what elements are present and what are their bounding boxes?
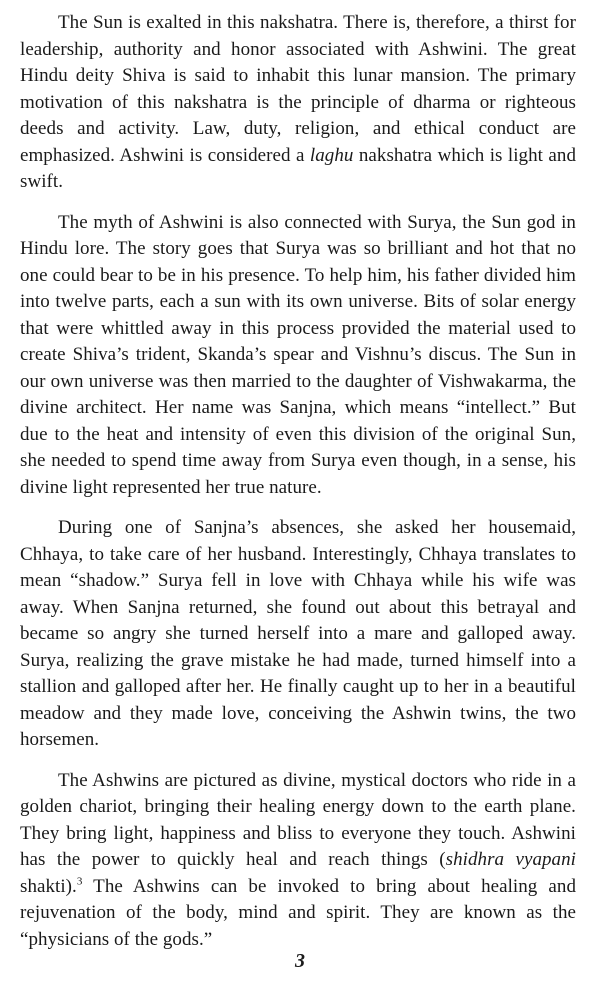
paragraph-3-text: During one of Sanjna’s absences, she asked her housemaid, Chhaya, to take care of her husband. Interestingly, Chhaya translates to mean “shadow.” Surya fell in love with Chhaya while his wife was away. When Sanjna returned, she found out about this betrayal and became so angry she turned herself into a mare and galloped away. Surya, realizing the grave mistake he had made, turned himself into a stallion and galloped after her. He finally caught up to her in a beautiful meadow and they made love, conceiving the Ashwin twins, the two horsemen. (20, 517, 576, 750)
paragraph-1-text-a: The Sun is exalted in this nakshatra. There is, therefore, a thirst for leadership, authority and honor associated with Ashwini. The great Hindu deity Shiva is said to inhabit this lunar mansion. The primary motivation of this nakshatra is the principle of dharma or righteous deeds and activity. Law, duty, religion, and ethical conduct are emphasized. Ashwini is considered a (20, 12, 576, 166)
paragraph-2-text: The myth of Ashwini is also connected with Surya, the Sun god in Hindu lore. The story goes that Surya was so brilliant and hot that no one could bear to be in his presence. To help him, his father divided him into twelve parts, each a sun with its own universe. Bits of solar energy that were whittled away in this process provided the material used to create Shiva’s trident, Skanda’s spear and Vishnu’s discus. The Sun in our own universe was then married to the daughter of Vishwakarma, the divine architect. Her name was Sanjna, which means “intellect.” But due to the heat and intensity of even this division of the original Sun, she needed to spend time away from Surya even though, in a sense, his divine light represented her true nature. (20, 211, 576, 498)
paragraph-4-italic-term: shidhra vyapani (445, 849, 576, 870)
paragraph-1-italic-term: laghu (309, 144, 354, 166)
page-number: 3 (295, 950, 305, 972)
paragraph-4-text-a: The Ashwins are pictured as divine, mystical doctors who ride in a golden chariot, bringing their healing energy down to the earth plane. They bring light, happiness and bliss to everyone they touch. Ashwini has the power to quickly heal and reach things ( (20, 769, 576, 870)
footnote-marker: 3 (76, 875, 83, 888)
paragraph-4 (20, 768, 576, 954)
paragraph-4-text-b: shakti). (20, 875, 77, 897)
page-body (20, 10, 576, 967)
paragraph-2 (20, 210, 576, 502)
paragraph-1 (20, 10, 576, 196)
paragraph-4-text-c: The Ashwins can be invoked to bring about healing and rejuvenation of the body, mind and spirit. They are known as the “physicians of the gods.” (20, 875, 576, 950)
paragraph-3 (20, 515, 576, 754)
paragraph-1-text-b: nakshatra which is light and swift. (20, 144, 576, 192)
